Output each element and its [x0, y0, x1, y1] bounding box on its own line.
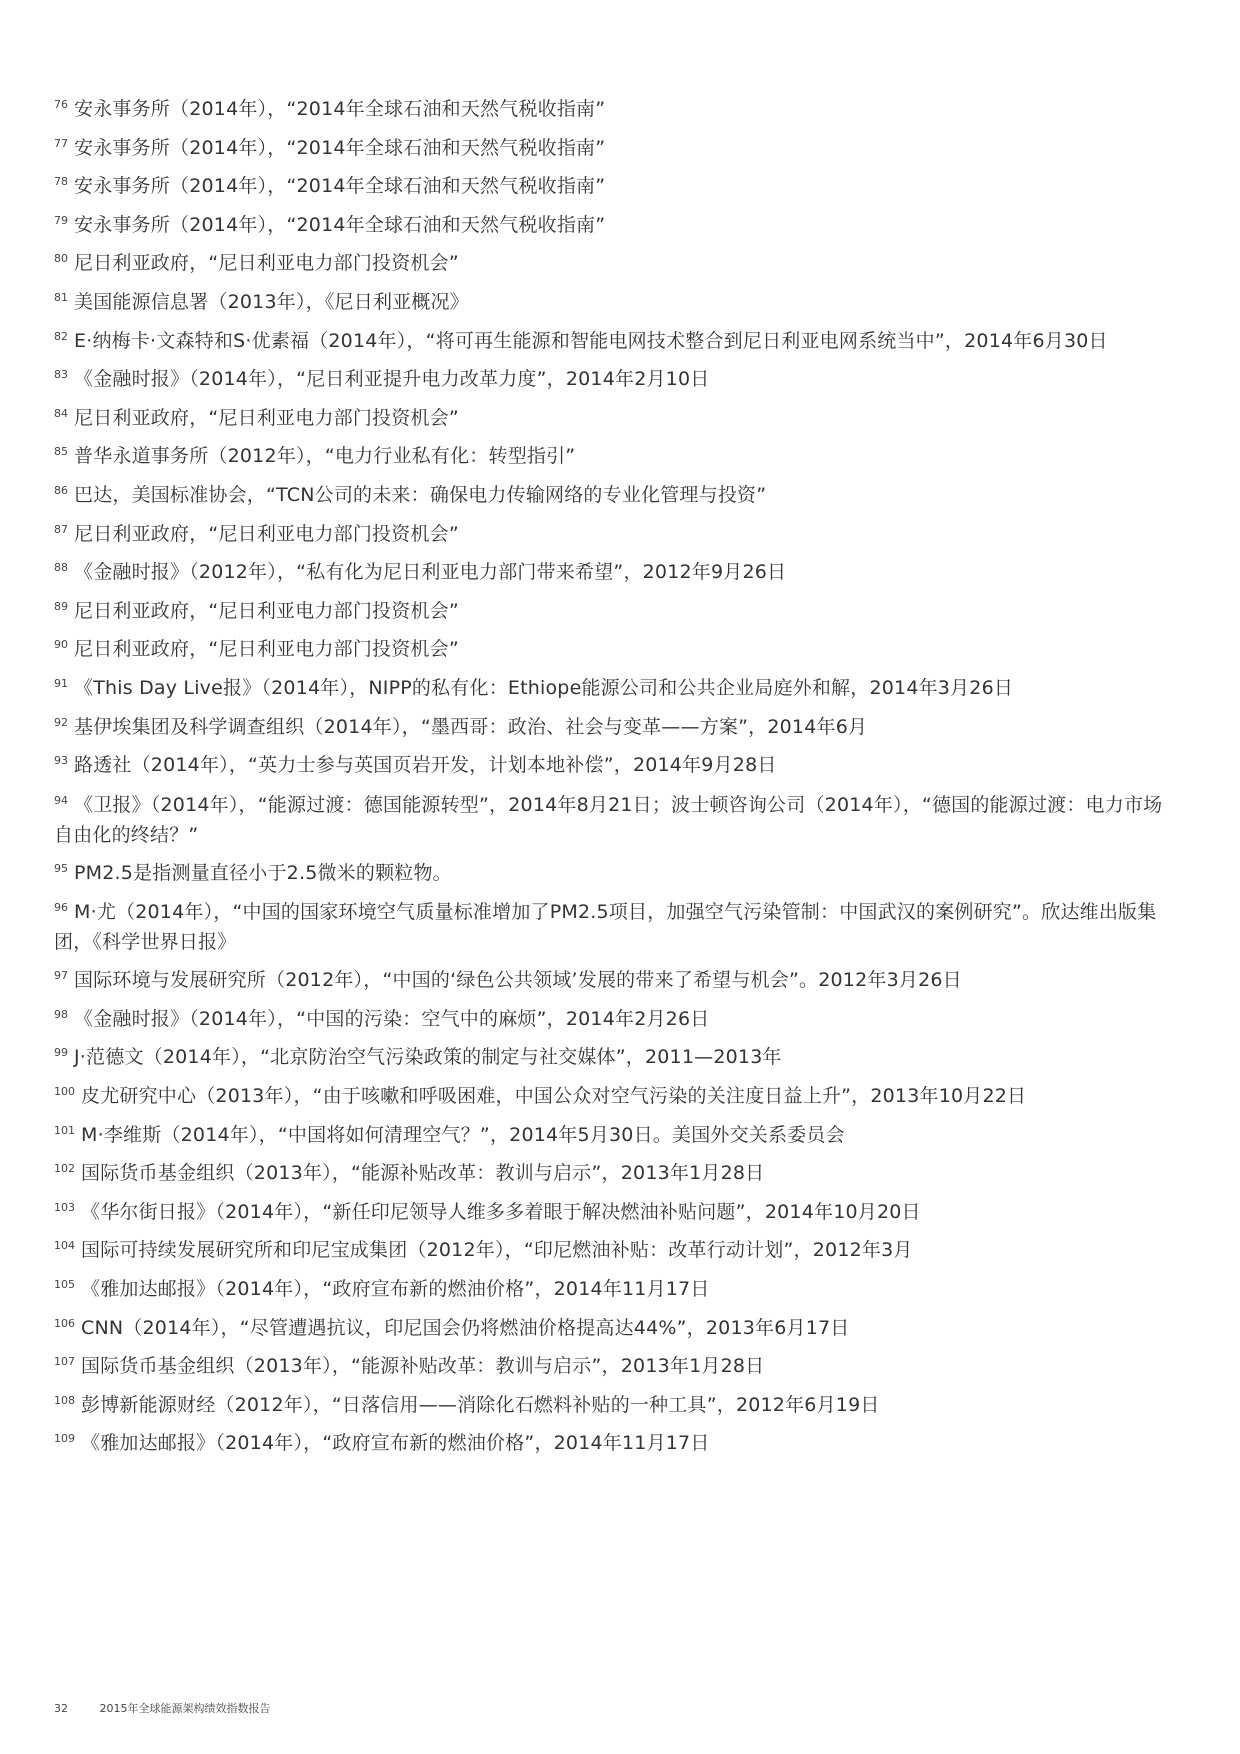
footnote — [54, 786, 1174, 850]
footnote — [54, 1345, 1174, 1384]
footnote-number: 100 — [54, 1085, 75, 1099]
footnote-number: 90 — [54, 638, 68, 652]
footnote-number: 94 — [54, 793, 68, 807]
footnote-text: 安永事务所（2014年），“2014年全球石油和天然气税收指南” — [74, 136, 606, 159]
footnote-number: 84 — [54, 406, 68, 420]
footnote-number: 82 — [54, 329, 68, 343]
footnote-text: 尼日利亚政府，“尼日利亚电力部门投资机会” — [74, 522, 459, 545]
footnote — [54, 1384, 1174, 1423]
footnote — [54, 1114, 1174, 1153]
footnote — [54, 127, 1174, 166]
footnote-number: 101 — [54, 1123, 75, 1137]
footnote-number: 77 — [54, 136, 68, 150]
footnotes-list — [54, 88, 1174, 1461]
footnote-text: 皮尤研究中心（2013年），“由于咳嗽和呼吸困难，中国公众对空气污染的关注度日益上升”，2013年10月22日 — [81, 1085, 1027, 1108]
footnote-number: 79 — [54, 213, 68, 227]
footnote-text: PM2.5是指测量直径小于2.5微米的颗粒物。 — [74, 861, 452, 884]
footnote — [54, 1422, 1174, 1461]
footnote — [54, 1191, 1174, 1230]
footnote-number: 103 — [54, 1200, 75, 1214]
footnote — [54, 959, 1174, 998]
footnote-text: E·纳梅卡·文森特和S·优素福（2014年），“将可再生能源和智能电网技术整合到尼日利亚电网系统当中”，2014年6月30日 — [74, 329, 1108, 352]
footnote-number: 86 — [54, 483, 68, 497]
footnote — [54, 1307, 1174, 1346]
footnote — [54, 204, 1174, 243]
footnote-text: 尼日利亚政府，“尼日利亚电力部门投资机会” — [74, 406, 459, 429]
footnote — [54, 281, 1174, 320]
footnote — [54, 590, 1174, 629]
footnote-number: 102 — [54, 1162, 75, 1176]
footnote-text: J·范德文（2014年），“北京防治空气污染政策的制定与社交媒体”，2011—2013年 — [74, 1046, 782, 1069]
report-title: 2015年全球能源架构绩效指数报告 — [99, 1702, 271, 1715]
footnote-text: 尼日利亚政府，“尼日利亚电力部门投资机会” — [74, 638, 459, 661]
footnote-text: 《雅加达邮报》（2014年），“政府宣布新的燃油价格”，2014年11月17日 — [81, 1432, 710, 1455]
footnote-number: 89 — [54, 599, 68, 613]
footnote — [54, 1036, 1174, 1075]
footnote-text: 安永事务所（2014年），“2014年全球石油和天然气税收指南” — [74, 175, 606, 198]
footnote — [54, 242, 1174, 281]
footnote-number: 95 — [54, 861, 68, 875]
footnote-text: 美国能源信息署（2013年），《尼日利亚概况》 — [74, 290, 469, 313]
footnote — [54, 358, 1174, 397]
footnote-text: 《金融时报》（2012年），“私有化为尼日利亚电力部门带来希望”，2012年9月26日 — [74, 561, 787, 584]
page-footer — [54, 1700, 271, 1716]
footnote-number: 108 — [54, 1393, 75, 1407]
footnote-text: 彭博新能源财经（2012年），“日落信用——消除化石燃料补贴的一种工具”，2012年6月19日 — [81, 1393, 880, 1416]
footnote — [54, 893, 1174, 957]
footnote-text: 国际可持续发展研究所和印尼宝成集团（2012年），“印尼燃油补贴：改革行动计划”，2012年3月 — [81, 1239, 913, 1262]
footnote-text: M·尤（2014年），“中国的国家环境空气质量标准增加了PM2.5项目，加强空气污染管制：中国武汉的案例研究”。欣达维出版集团，《科学世界日报》 — [54, 901, 1157, 954]
footnote-number: 87 — [54, 522, 68, 536]
footnote-number: 99 — [54, 1046, 68, 1060]
footnote-text: 《This Day Live报》（2014年），NIPP的私有化：Ethiope能源公司和公共企业局庭外和解，2014年3月26日 — [74, 676, 1014, 699]
footnote-number: 104 — [54, 1239, 75, 1253]
footnote-text: 《华尔街日报》（2014年），“新任印尼领导人维多多着眼于解决燃油补贴问题”，2014年10月20日 — [81, 1200, 921, 1223]
footnote-number: 109 — [54, 1432, 75, 1446]
footnote-number: 96 — [54, 901, 68, 915]
footnote — [54, 551, 1174, 590]
footnote-text: 尼日利亚政府，“尼日利亚电力部门投资机会” — [74, 599, 459, 622]
footnote — [54, 744, 1174, 783]
footnote-number: 81 — [54, 290, 68, 304]
footnote — [54, 667, 1174, 706]
footnote-text: 基伊埃集团及科学调查组织（2014年），“墨西哥：政治、社会与变革——方案”，2014年6月 — [74, 715, 868, 738]
footnote-text: 普华永道事务所（2012年），“电力行业私有化：转型指引” — [74, 445, 576, 468]
footnote-number: 107 — [54, 1355, 75, 1369]
footnote-number: 97 — [54, 969, 68, 983]
footnote-text: 尼日利亚政府，“尼日利亚电力部门投资机会” — [74, 252, 459, 275]
footnote-number: 91 — [54, 676, 68, 690]
footnote — [54, 706, 1174, 745]
footnote-text: 路透社（2014年），“英力士参与英国页岩开发，计划本地补偿”，2014年9月28日 — [74, 754, 777, 777]
footnote-text: M·李维斯（2014年），“中国将如何清理空气？”，2014年5月30日。美国外交关系委员会 — [81, 1123, 845, 1146]
footnote-text: 国际货币基金组织（2013年），“能源补贴改革：教训与启示”，2013年1月28日 — [81, 1162, 765, 1185]
footnote-text: 安永事务所（2014年），“2014年全球石油和天然气税收指南” — [74, 213, 606, 236]
footnote — [54, 1075, 1174, 1114]
footnote-text: 安永事务所（2014年），“2014年全球石油和天然气税收指南” — [74, 98, 606, 120]
footnote-text: 《金融时报》（2014年），“尼日利亚提升电力改革力度”，2014年2月10日 — [74, 368, 710, 391]
footnote-text: 《金融时报》（2014年），“中国的污染：空气中的麻烦”，2014年2月26日 — [74, 1007, 710, 1030]
footnote — [54, 998, 1174, 1037]
footnote-text: 巴达，美国标准协会，“TCN公司的未来：确保电力传输网络的专业化管理与投资” — [74, 483, 767, 506]
footnote-number: 105 — [54, 1278, 75, 1292]
footnote-number: 80 — [54, 252, 68, 266]
footnote-number: 83 — [54, 368, 68, 382]
footnote-text: 《卫报》（2014年），“能源过渡：德国能源转型”，2014年8月21日；波士顿咨询公司（2014年），“德国的能源过渡：电力市场自由化的终结？” — [54, 793, 1163, 846]
footnote-number: 88 — [54, 561, 68, 575]
footnote — [54, 88, 1174, 127]
footnote-text: 《雅加达邮报》（2014年），“政府宣布新的燃油价格”，2014年11月17日 — [81, 1278, 710, 1301]
footnote — [54, 435, 1174, 474]
footnote-number: 93 — [54, 754, 68, 768]
footnote — [54, 1268, 1174, 1307]
footnote-number: 98 — [54, 1007, 68, 1021]
footnote — [54, 320, 1174, 359]
footnote — [54, 474, 1174, 513]
footnote — [54, 1152, 1174, 1191]
footnote — [54, 165, 1174, 204]
footnote-number: 85 — [54, 445, 68, 459]
footnote-text: 国际货币基金组织（2013年），“能源补贴改革：教训与启示”，2013年1月28日 — [81, 1355, 765, 1378]
footnote-number: 78 — [54, 175, 68, 189]
footnote-number: 76 — [54, 98, 68, 111]
footnote — [54, 628, 1174, 667]
footnote — [54, 397, 1174, 436]
footnote — [54, 1229, 1174, 1268]
footnote-number: 92 — [54, 715, 68, 729]
footnote-text: CNN（2014年），“尽管遭遇抗议，印尼国会仍将燃油价格提高达44%”，2013年6月17日 — [81, 1316, 850, 1339]
page-number: 32 — [54, 1702, 68, 1715]
footnote — [54, 852, 1174, 891]
footnote — [54, 513, 1174, 552]
footnote-text: 国际环境与发展研究所（2012年），“中国的‘绿色公共领域’发展的带来了希望与机会”。2012年3月26日 — [74, 969, 962, 992]
footnote-number: 106 — [54, 1316, 75, 1330]
